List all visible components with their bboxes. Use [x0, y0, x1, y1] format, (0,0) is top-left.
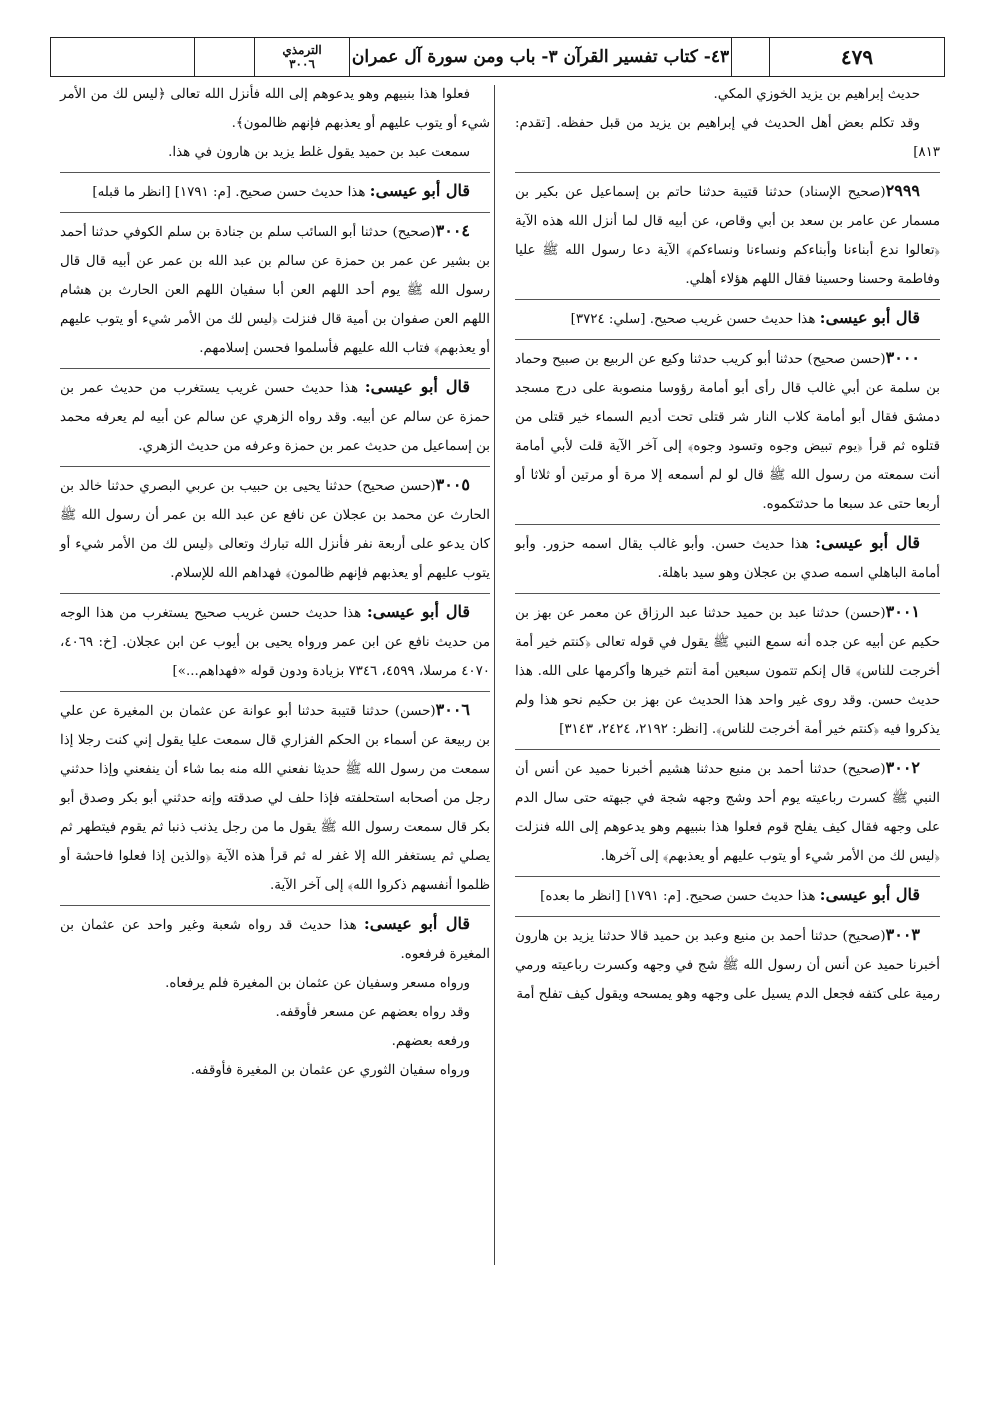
paragraph-text: ورواه مسعر وسفيان عن عثمان بن المغيرة فلم يرفعاه.: [165, 976, 470, 991]
right-column: [515, 80, 940, 1009]
section-separator: [60, 905, 490, 906]
commentary-paragraph: [515, 303, 940, 334]
hadith-number: ٣٠٠٠: [885, 348, 920, 367]
paragraph-text: ورفعه بعضهم.: [391, 1034, 470, 1049]
paragraph-text: وقد تكلم بعض أهل الحديث في إبراهيم بن يزيد من قبل حفظه. [تقدم: ٨١٣]: [515, 116, 940, 160]
paragraph-text: هذا حديث حسن غريب صحيح. [سلي: ٣٧٢٤]: [570, 312, 816, 327]
header-blank-cell: [51, 38, 194, 76]
hadith-paragraph: [515, 343, 940, 519]
commentary-paragraph: [60, 597, 490, 686]
hadith-paragraph: [515, 597, 940, 744]
hadith-number: ٣٠٠٦: [435, 700, 470, 719]
page-number: ٤٧٩: [769, 38, 944, 76]
text-paragraph: [60, 1056, 490, 1085]
text-paragraph: [515, 109, 940, 167]
hadith-paragraph: [60, 216, 490, 363]
text-paragraph: [60, 80, 490, 138]
paragraph-text: هذا حديث قد رواه شعبة وغير واحد عن عثمان بن المغيرة فرفعوه.: [60, 918, 490, 962]
section-separator: [515, 916, 940, 917]
section-separator: [60, 172, 490, 173]
source-reference: [254, 38, 349, 76]
paragraph-text: سمعت عبد بن حميد يقول غلط يزيد بن هارون في هذا.: [168, 145, 470, 160]
section-separator: [515, 876, 940, 877]
left-column: [60, 80, 490, 1085]
narrator-heading: قال أبو عيسى:: [819, 308, 920, 327]
section-separator: [60, 212, 490, 213]
hadith-paragraph: [60, 695, 490, 900]
text-paragraph: [60, 138, 490, 167]
paragraph-text: (صحيح الإسناد) حدثنا قتيبة حدثنا حاتم بن إسماعيل عن بكير بن مسمار عن عامر بن سعد بن أبي وقاص، عن أبيه قال لما أنزل الله هذه الآية ﴿تعالوا ندع أبناءنا وأبناءكم ونساءنا ونساءكم﴾ الآية دعا رسول الله ﷺ عليا وفاطمة وحسنا وحسينا فقال اللهم هؤلاء أهلي.: [515, 185, 940, 287]
source-name: الترمذي: [282, 43, 322, 57]
commentary-paragraph: [60, 372, 490, 461]
hadith-paragraph: [515, 753, 940, 871]
section-separator: [515, 593, 940, 594]
narrator-heading: قال أبو عيسى:: [369, 181, 470, 200]
section-separator: [515, 339, 940, 340]
section-separator: [60, 691, 490, 692]
text-paragraph: [60, 998, 490, 1027]
narrator-heading: قال أبو عيسى:: [364, 377, 471, 396]
narrator-heading: قال أبو عيسى:: [363, 914, 471, 933]
paragraph-text: حديث إبراهيم بن يزيد الخوزي المكي.: [713, 87, 920, 102]
header-blank-cell: [194, 38, 254, 76]
paragraph-text: فعلوا هذا بنبيهم وهو يدعوهم إلى الله فأنزل الله تعالى ﴿ليس لك من الأمر شيء أو يتوب عليهم أو يعذبهم فإنهم ظالمون﴾.: [60, 87, 490, 131]
text-paragraph: [60, 1027, 490, 1056]
section-separator: [515, 172, 940, 173]
source-number: ٣٠٠٦: [289, 57, 315, 71]
text-paragraph: [515, 80, 940, 109]
paragraph-text: (صحيح) حدثنا أحمد بن منيع حدثنا هشيم أخبرنا حميد عن أنس أن النبي ﷺ كسرت رباعيته يوم أحد وشج وجهه شجة في جبهته حتى سال الدم على وجهه فقال كيف يفلح قوم فعلوا هذا بنبيهم وهو يدعوهم إلى الله فنزلت ﴿ليس لك من الأمر شيء أو يتوب عليهم أو يعذبهم﴾ إلى آخرها.: [515, 762, 940, 864]
paragraph-text: (حسن) حدثنا قتيبة حدثنا أبو عوانة عن عثمان بن المغيرة عن علي بن ربيعة عن أسماء بن الحكم الفزاري قال سمعت عليا يقول إني كنت رجلا إذا سمعت من رسول الله ﷺ حديثا نفعني الله منه بما شاء أن ينفعني وإذا حدثني رجل من أصحابه استحلفته فإذا حلف لي صدقته وإنه حدثني أبو بكر وصدق أبو بكر قال سمعت رسول الله ﷺ يقول ما من رجل يذنب ذنبا ثم يقوم فيتطهر ثم يصلي ثم يستغفر الله إلا غفر له ثم قرأ هذه الآية ﴿والذين إذا فعلوا فاحشة أو ظلموا أنفسهم ذكروا الله﴾ إلى آخر الآية.: [60, 704, 490, 893]
paragraph-text: هذا حديث حسن. وأبو غالب يقال اسمه حزور. وأبو أمامة الباهلي اسمه صدي بن عجلان وهو سيد باهلة.: [515, 537, 940, 581]
narrator-heading: قال أبو عيسى:: [366, 602, 471, 621]
chapter-title: ٤٣- كتاب تفسير القرآن ٣- باب ومن سورة آل عمران: [349, 38, 731, 76]
paragraph-text: (صحيح) حدثنا أحمد بن منيع وعبد بن حميد قالا حدثنا يزيد بن هارون أخبرنا حميد عن أنس أن رسول الله ﷺ شج في وجهه وكسرت رباعيته ورمي رمية على كتفه فجعل الدم يسيل على وجهه وهو يمسحه ويقول كيف تفلح أمة: [515, 929, 940, 1002]
paragraph-text: (حسن صحيح) حدثنا أبو كريب حدثنا وكيع عن الربيع بن صبيح وحماد بن سلمة عن أبي غالب قال رأى أبو أمامة رؤوسا منصوبة على درج مسجد دمشق فقال أبو أمامة كلاب النار شر قتلى تحت أديم السماء خير قتلى من قتلوه ثم قرأ ﴿يوم تبيض وجوه وتسود وجوه﴾ إلى آخر الآية قلت لأبي أمامة أنت سمعته من رسول الله ﷺ قال لو لم أسمعه إلا مرة أو مرتين أو ثلاثا أو أربعا حتى عد سبعا ما حدثتكموه.: [515, 352, 940, 512]
hadith-number: ٣٠٠٤: [435, 221, 470, 240]
narrator-heading: قال أبو عيسى:: [815, 533, 921, 552]
paragraph-text: (صحيح) حدثنا أبو السائب سلم بن جنادة بن سلم الكوفي حدثنا أحمد بن بشير عن عمر بن حمزة عن سالم بن عبد الله بن عمر عن أبيه قال قال رسول الله ﷺ يوم أحد اللهم العن أبا سفيان اللهم العن الحارث بن هشام اللهم العن صفوان بن أمية قال فنزلت ﴿ليس لك من الأمر شيء أو يتوب عليهم أو يعذبهم﴾ فتاب الله عليهم فأسلموا فحسن إسلامهم.: [60, 225, 490, 356]
hadith-number: ٣٠٠٣: [885, 925, 920, 944]
paragraph-text: هذا حديث حسن صحيح. [م: ١٧٩١] [انظر ما قبله]: [92, 185, 366, 200]
header-blank-cell: [731, 38, 769, 76]
paragraph-text: هذا حديث حسن صحيح. [م: ١٧٩١] [انظر ما بعده]: [540, 889, 816, 904]
page-header: [50, 37, 945, 77]
section-separator: [515, 299, 940, 300]
hadith-paragraph: [515, 920, 940, 1009]
text-paragraph: [60, 969, 490, 998]
hadith-number: ٣٠٠٢: [885, 758, 920, 777]
paragraph-text: هذا حديث حسن غريب صحيح يستغرب من هذا الوجه من حديث نافع عن ابن عمر ورواه يحيى بن أيوب عن ابن عجلان. [خ: ٤٠٦٩، ٤٠٧٠ مرسلا، ٤٥٩٩، ٧٣٤٦ بزيادة ودون قوله «فهداهم...»]: [60, 606, 490, 679]
hadith-number: ٢٩٩٩: [885, 181, 920, 200]
paragraph-text: (حسن صحيح) حدثنا يحيى بن حبيب بن عربي البصري حدثنا خالد بن الحارث عن محمد بن عجلان عن نافع عن عبد الله بن عمر أن رسول الله ﷺ كان يدعو على أربعة نفر فأنزل الله تبارك وتعالى ﴿ليس لك من الأمر شيء أو يتوب عليهم أو يعذبهم فإنهم ظالمون﴾ فهداهم الله للإسلام.: [60, 479, 490, 581]
hadith-paragraph: [60, 470, 490, 588]
section-separator: [515, 749, 940, 750]
section-separator: [60, 593, 490, 594]
column-divider: [494, 85, 495, 1265]
commentary-paragraph: [60, 909, 490, 969]
section-separator: [60, 466, 490, 467]
paragraph-text: وقد رواه بعضهم عن مسعر فأوقفه.: [275, 1005, 470, 1020]
hadith-paragraph: [515, 176, 940, 294]
paragraph-text: هذا حديث حسن غريب يستغرب من حديث عمر بن حمزة عن سالم عن أبيه. وقد رواه الزهري عن سالم عن أبيه لم يعرفه محمد بن إسماعيل من حديث عمر بن حمزة وعرفه من حديث الزهري.: [60, 381, 490, 454]
commentary-paragraph: [515, 528, 940, 588]
section-separator: [60, 368, 490, 369]
paragraph-text: (حسن) حدثنا عبد بن حميد حدثنا عبد الرزاق عن معمر عن بهز بن حكيم عن أبيه عن جده أنه سمع النبي ﷺ يقول في قوله تعالى ﴿كنتم خير أمة أخرجت للناس﴾ قال إنكم تتمون سبعين أمة أنتم خيرها وأكرمها على الله. هذا حديث حسن. وقد روى غير واحد هذا الحديث عن بهز بن حكيم نحو هذا ولم يذكروا فيه ﴿كنتم خير أمة أخرجت للناس﴾. [انظر: ٢١٩٢، ٢٤٢٤، ٣١٤٣]: [515, 606, 940, 737]
narrator-heading: قال أبو عيسى:: [819, 885, 920, 904]
section-separator: [515, 524, 940, 525]
hadith-number: ٣٠٠٥: [435, 475, 470, 494]
paragraph-text: ورواه سفيان الثوري عن عثمان بن المغيرة فأوقفه.: [190, 1063, 470, 1078]
hadith-number: ٣٠٠١: [885, 602, 920, 621]
commentary-paragraph: [515, 880, 940, 911]
commentary-paragraph: [60, 176, 490, 207]
